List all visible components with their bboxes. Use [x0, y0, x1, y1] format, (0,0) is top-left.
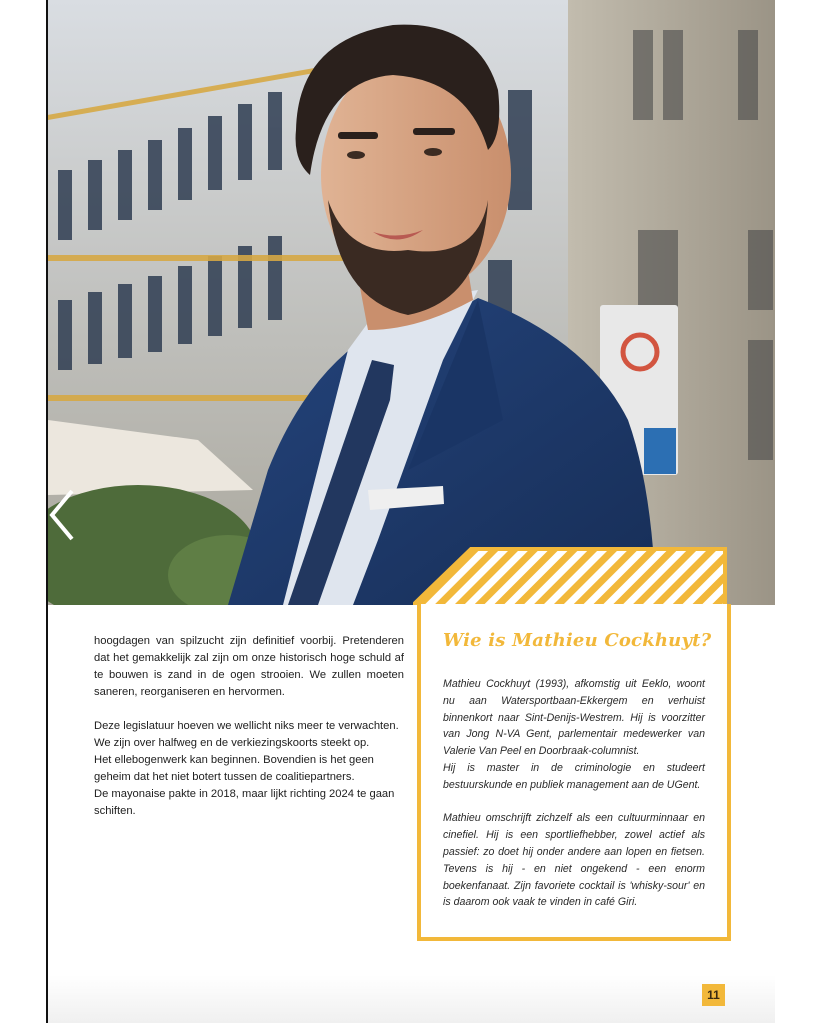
chevron-left-icon — [48, 485, 78, 545]
article-paragraph-1: hoogdagen van spilzucht zijn definitief voorbij. Pretenderen dat het gemakkelijk zal zijn om onze historisch hoge schuld af te bouwen is zand in de ogen strooien. We zullen moeten saneren, reorganiseren en hervormen. — [94, 635, 404, 698]
next-page-button[interactable] — [796, 485, 819, 545]
page-number-badge: 11 — [702, 984, 725, 1006]
page-footer — [48, 975, 775, 1023]
sidebar-stripe-header — [413, 547, 727, 605]
sidebar-title: Wie is Mathieu Cockhuyt? — [443, 630, 712, 651]
article-body — [94, 633, 404, 837]
author-info-box — [417, 604, 731, 941]
prev-page-button[interactable] — [48, 485, 78, 545]
magazine-page — [46, 0, 775, 1023]
sidebar-paragraph-2: Mathieu omschrijft zichzelf als een cultuurminnaar en cinefiel. Hij is een sportliefhebber, zowel actief als passief: zo doet hij onder andere aan lopen en fietsen. Tevens is hij - en niet ongekend - een enorm boekenfanaat. Zijn favoriete cocktail is 'whisky-sour' en is daarom ook vaak te vinden in café Giri. — [443, 812, 705, 909]
sidebar-body — [443, 676, 705, 928]
portrait-photo — [48, 0, 775, 605]
article-paragraph-2: Deze legislatuur hoeven we wellicht niks meer te verwachten. We zijn over halfweg en de verkiezingskoorts steekt op. Het ellebogenwerk kan beginnen. Bovendien is het geen geheim dat het niet botert tussen de coalitiepartners. De mayonaise pakte in 2018, maar lijkt richting 2024 te gaan schiften. — [94, 720, 399, 817]
photo-illustration — [48, 0, 775, 605]
chevron-right-icon — [796, 485, 819, 545]
sidebar-paragraph-1: Mathieu Cockhuyt (1993), afkomstig uit Eeklo, woont nu aan Watersportbaan-Ekkergem en verhuist binnenkort naar Sint-Denijs-Westrem. Hij is voorzitter van Jong N-VA Gent, parlementair medewerker van Valerie Van Peel en Doorbraak-columnist. Hij is master in de criminologie en studeert bestuurskunde en publiek management aan de UGent. — [443, 678, 705, 791]
